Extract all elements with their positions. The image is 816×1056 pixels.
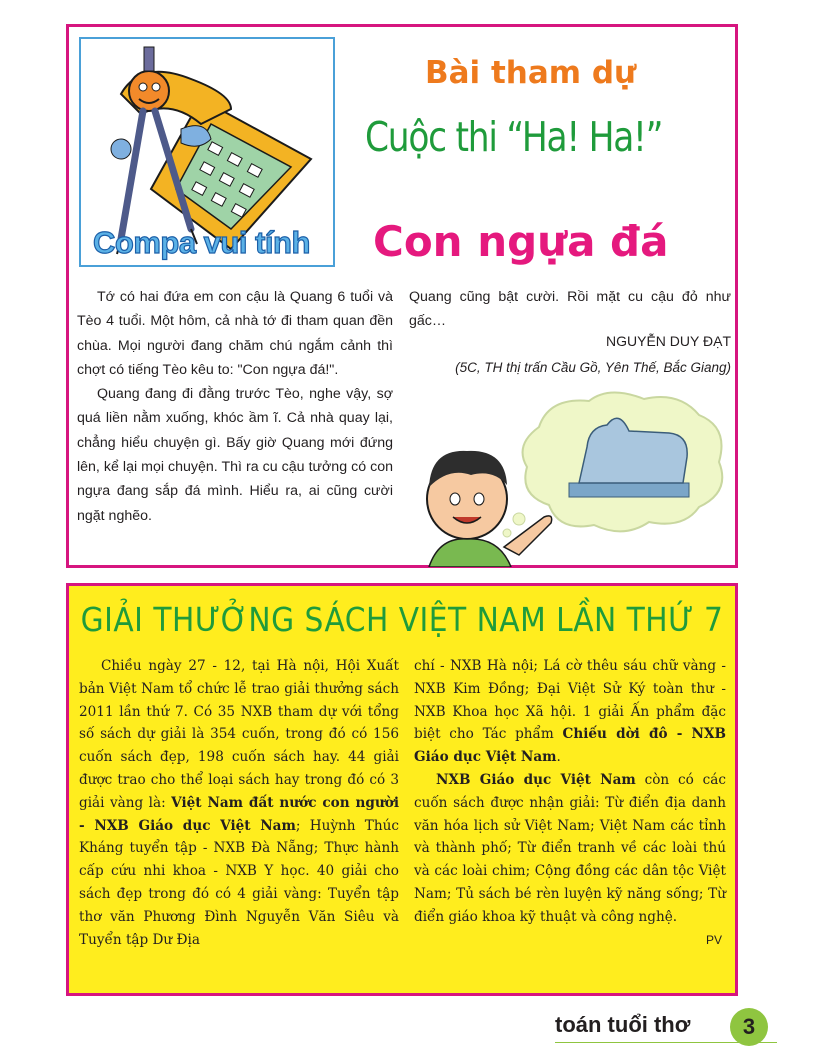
story-paragraph-2-part-1: Quang đang đi đằng trước Tèo, nghe vậy, sợ quá liền nằm xuống, khóc ầm ĩ. Cả nhà quay lại, chẳng hiểu chuyện gì. Bấy giờ Quang mới đứng lên, kể lại mọi chuyện. Thì ra cu cậu tưởng có con ngựa đang sắp đá mình. Hiểu ra, ai cũng cười ngặt nghẽo. xyxy=(77,386,393,524)
author-name: NGUYỄN DUY ĐẠT xyxy=(606,333,731,349)
award-paragraph-1-cont xyxy=(414,655,726,769)
award-paragraph-1 xyxy=(79,655,399,951)
award-box xyxy=(66,583,738,996)
author-school: (5C, TH thị trấn Cầu Gồ, Yên Thế, Bắc Giang) xyxy=(455,360,731,375)
story-title: Con ngựa đá xyxy=(373,217,669,266)
banner-compa-vui-tinh: Compa vui tính xyxy=(93,225,310,260)
story-paragraph-1: Tớ có hai đứa em con cậu là Quang 6 tuổi và Tèo 4 tuổi. Một hôm, cả nhà tớ đi tham quan đền chùa. Mọi người đang chăm chú ngắm cảnh thì chợt có tiếng Tèo kêu to: "Con ngựa đá!". xyxy=(77,289,393,378)
award-text: còn có các cuốn sách được nhận giải: Từ điển địa danh văn hóa lịch sử Việt Nam; Việt Nam các tỉnh và thành phố; Từ điển tranh về các loài thú và các loài chim; Cộng đồng các dân tộc Việt Nam; Tủ sách bé rèn luyện kỹ năng sống; Từ điển giáo khoa kỹ thuật và công nghệ. xyxy=(414,771,726,925)
award-bold-text: Việt Nam đất nước con người - NXB Giáo dục Việt Nam xyxy=(79,794,399,834)
story-box xyxy=(66,24,738,568)
compa-illustration xyxy=(79,37,335,267)
story-paragraph-2-part-2: Quang cũng bật cười. Rồi mặt cu cậu đỏ như gấc… xyxy=(409,289,731,330)
award-text: chí - NXB Hà nội; Lá cờ thêu sáu chữ vàng - NXB Kim Đồng; Đại Việt Sử Ký toàn thư - NXB Khoa học Xã hội. 1 giải Ấn phẩm đặc biệt cho Tác phẩm xyxy=(414,658,726,743)
award-column-2 xyxy=(414,655,726,951)
award-paragraph-2 xyxy=(414,769,726,929)
award-text: . xyxy=(556,749,561,766)
contest-title: Cuộc thi “Ha! Ha!” xyxy=(365,113,663,161)
award-title: GIẢI THƯỞNG SÁCH VIỆT NAM LẦN THỨ 7 xyxy=(80,600,724,639)
boy-thinking-horse-illustration xyxy=(419,387,737,567)
page-number: 3 xyxy=(730,1008,768,1046)
story-kicker: Bài tham dự xyxy=(425,55,637,91)
story-column-1 xyxy=(77,285,393,528)
footer-divider xyxy=(555,1042,777,1043)
award-text: ; Huỳnh Thúc Kháng tuyển tập - NXB Đà Nẵng; Thực hành cấp cứu nhi khoa - NXB Y học. 40 giải cho sách đẹp trong đó có 4 giải vàng: Tuyển tập thơ văn Phương Đình Nguyễn Văn Siêu và Tuyển tập Dư Địa xyxy=(79,817,399,948)
story-column-2 xyxy=(409,285,731,334)
award-bold-text: NXB Giáo dục Việt Nam xyxy=(436,771,636,788)
magazine-name: toán tuổi thơ xyxy=(555,1012,691,1037)
award-signature: PV xyxy=(705,932,722,947)
award-column-1 xyxy=(79,655,399,951)
award-text: Chiều ngày 27 - 12, tại Hà nội, Hội Xuất bản Việt Nam tổ chức lễ trao giải thưởng sách 2011 lần thứ 7. Có 35 NXB tham dự với tổng số sách dự giải là 354 cuốn, trong đó có 156 cuốn sách đẹp, 198 cuốn sách hay. 44 giải được trao cho thể loại sách hay trong đó có 3 giải vàng là: xyxy=(79,658,399,811)
award-bold-text: Chiếu dời đô - NXB Giáo dục Việt Nam xyxy=(414,726,726,766)
